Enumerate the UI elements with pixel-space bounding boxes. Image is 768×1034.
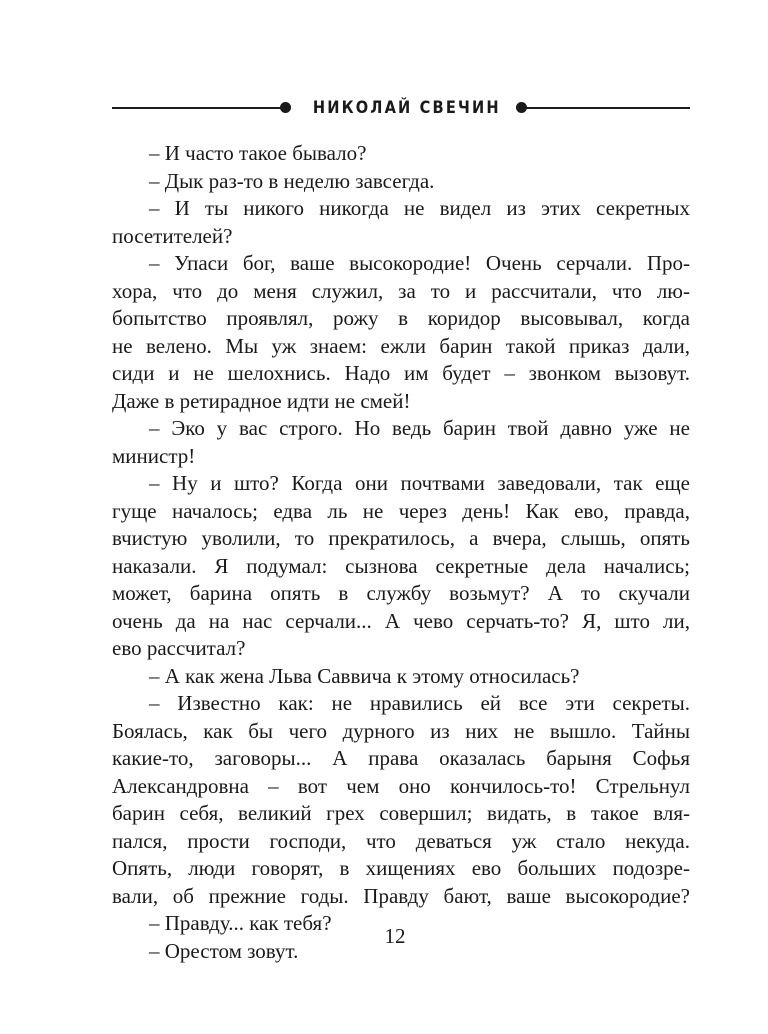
- text-line: посетителей?: [112, 223, 233, 248]
- text-line: бопытство проявлял, рожу в коридор высовывал, когда: [112, 306, 690, 330]
- header-bullet-left: [280, 102, 291, 113]
- page-number: 12: [384, 924, 406, 948]
- text-line: барин себя, великий грех совершил; видать, в такое вля-: [112, 801, 690, 825]
- text-line: Опять, люди говорят, в хищениях ево больших подозре-: [112, 856, 690, 880]
- text-line: вчистую уволили, то прекратилось, а вчера, слышь, опять: [112, 526, 690, 550]
- text-line: – Ну и што? Когда они почтвами заведовали, так еще: [149, 471, 690, 495]
- text-line: какие-то, заговоры... А права оказалась барыня Софья: [112, 746, 690, 770]
- text-line: не велено. Мы уж знаем: ежли барин такой приказ дали,: [112, 333, 690, 358]
- text-line: может, барина опять в службу возьмут? А то скучали: [112, 581, 690, 605]
- text-line: вали, об прежние годы. Правду бают, ваше высокородие?: [112, 883, 690, 908]
- text-line: Боялась, как бы чего дурного из них не вышло. Тайны: [112, 718, 690, 743]
- text-line: ево рассчитал?: [112, 636, 246, 660]
- text-line: очень да на нас серчали... А чево серчать-то? Я, што ли,: [112, 608, 690, 633]
- text-line: – И ты никого никогда не видел из этих секретных: [149, 196, 690, 220]
- header-rule-left: [112, 107, 284, 109]
- text-line: сиди и не шелохнись. Надо им будет – звонком вызовут.: [112, 361, 690, 385]
- text-line: – Орестом зовут.: [149, 938, 299, 963]
- text-line: Александровна – вот чем оно кончилось-то! Стрельнул: [112, 773, 690, 798]
- text-line: Даже в ретирадное идти не смей!: [112, 388, 411, 413]
- running-header: [112, 96, 690, 120]
- text-line: хора, что до меня служил, за то и рассчитали, что лю-: [112, 278, 690, 303]
- text-line: наказали. Я подумал: сызнова секретные дела начались;: [112, 553, 690, 578]
- text-line: – Правду... как тебя?: [149, 911, 332, 935]
- header-rule-right: [524, 107, 690, 109]
- text-line: – Эко у вас строго. Но ведь барин твой давно уже не: [149, 416, 690, 440]
- text-line: – Известно как: не нравились ей все эти секреты.: [149, 691, 690, 715]
- text-line: пался, прости господи, что деваться уж стало некуда.: [112, 828, 690, 853]
- text-line: министр!: [112, 443, 196, 468]
- text-line: – Дык раз-то в неделю завсегда.: [149, 168, 435, 193]
- running-title: НИКОЛАЙ СВЕЧИН: [312, 98, 501, 118]
- body-text: [112, 140, 690, 965]
- text-line: гуще началось; едва ль не через день! Как ево, правда,: [112, 498, 690, 523]
- text-line: – И часто такое бывало?: [149, 141, 367, 165]
- text-line: – А как жена Льва Саввича к этому относилась?: [149, 663, 580, 688]
- text-line: – Упаси бог, ваше высокородие! Очень серчали. Про-: [149, 251, 690, 275]
